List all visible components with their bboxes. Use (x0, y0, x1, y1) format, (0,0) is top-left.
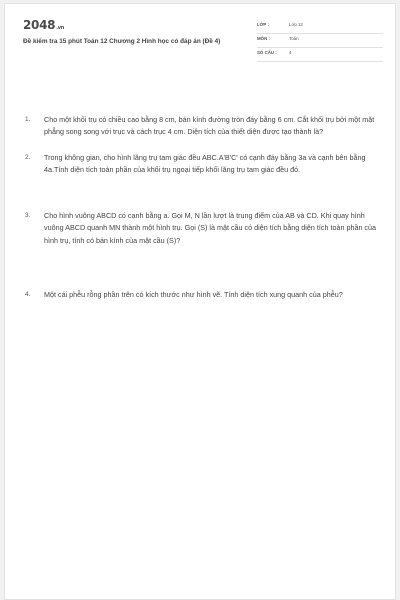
meta-row-subject (257, 34, 383, 48)
meta-label-subject: MÔN : (257, 36, 270, 41)
meta-value-question-count: 4 (289, 50, 292, 55)
meta-value-subject: Toán (289, 36, 299, 41)
logo-suffix: .vn (56, 25, 65, 31)
question-number: 3. (25, 212, 31, 219)
question-text: Cho một khối trụ có chiều cao bằng 8 cm, bán kính đường tròn đáy bằng 6 cm. Cắt khối trụ bởi một mặt phẳng song song với trục và cách trục 4 cm. Diện tích của thiết diện được tạo thành là? (44, 115, 375, 137)
question-number: 4. (25, 291, 31, 298)
meta-value-class: Lớp 12 (289, 22, 303, 27)
document-meta (257, 20, 383, 62)
meta-row-question-count (257, 48, 383, 62)
question-number: 2. (25, 154, 31, 161)
meta-label-class: LỚP : (257, 22, 269, 27)
logo-main: 2048 (23, 18, 56, 32)
question-text: Một cái phễu rỗng phần trên có kích thước như hình vẽ. Tính diện tích xung quanh của phễu? (44, 290, 343, 299)
document-page (4, 3, 396, 600)
document-title: Đề kiểm tra 15 phút Toán 12 Chương 2 Hình học có đáp án (Đề 4) (23, 38, 221, 45)
question-text: Trong không gian, cho hình lăng trụ tam giác đều ABC.A'B'C' có cạnh đáy bằng 3a và cạnh bên bằng 4a.Tính diện tích toàn phần của khối trụ ngoại tiếp khối lăng trụ tam giác đều đó. (44, 153, 366, 175)
document-header (5, 4, 397, 68)
question-text: Cho hình vuông ABCD có cạnh bằng a. Gọi M, N lần lượt là trung điểm của AB và CD. Khi quay hình vuông ABCD quanh MN thành một hình trụ. Gọi (S) là mặt cầu có diện tích bằng diện tích toàn phần của hình trụ, tính có bán kính của mặt cầu (S)? (44, 211, 377, 245)
meta-row-class (257, 20, 383, 34)
site-logo[interactable] (23, 18, 64, 35)
question-number: 1. (25, 116, 31, 123)
meta-label-question-count: SỐ CÂU : (257, 50, 277, 55)
